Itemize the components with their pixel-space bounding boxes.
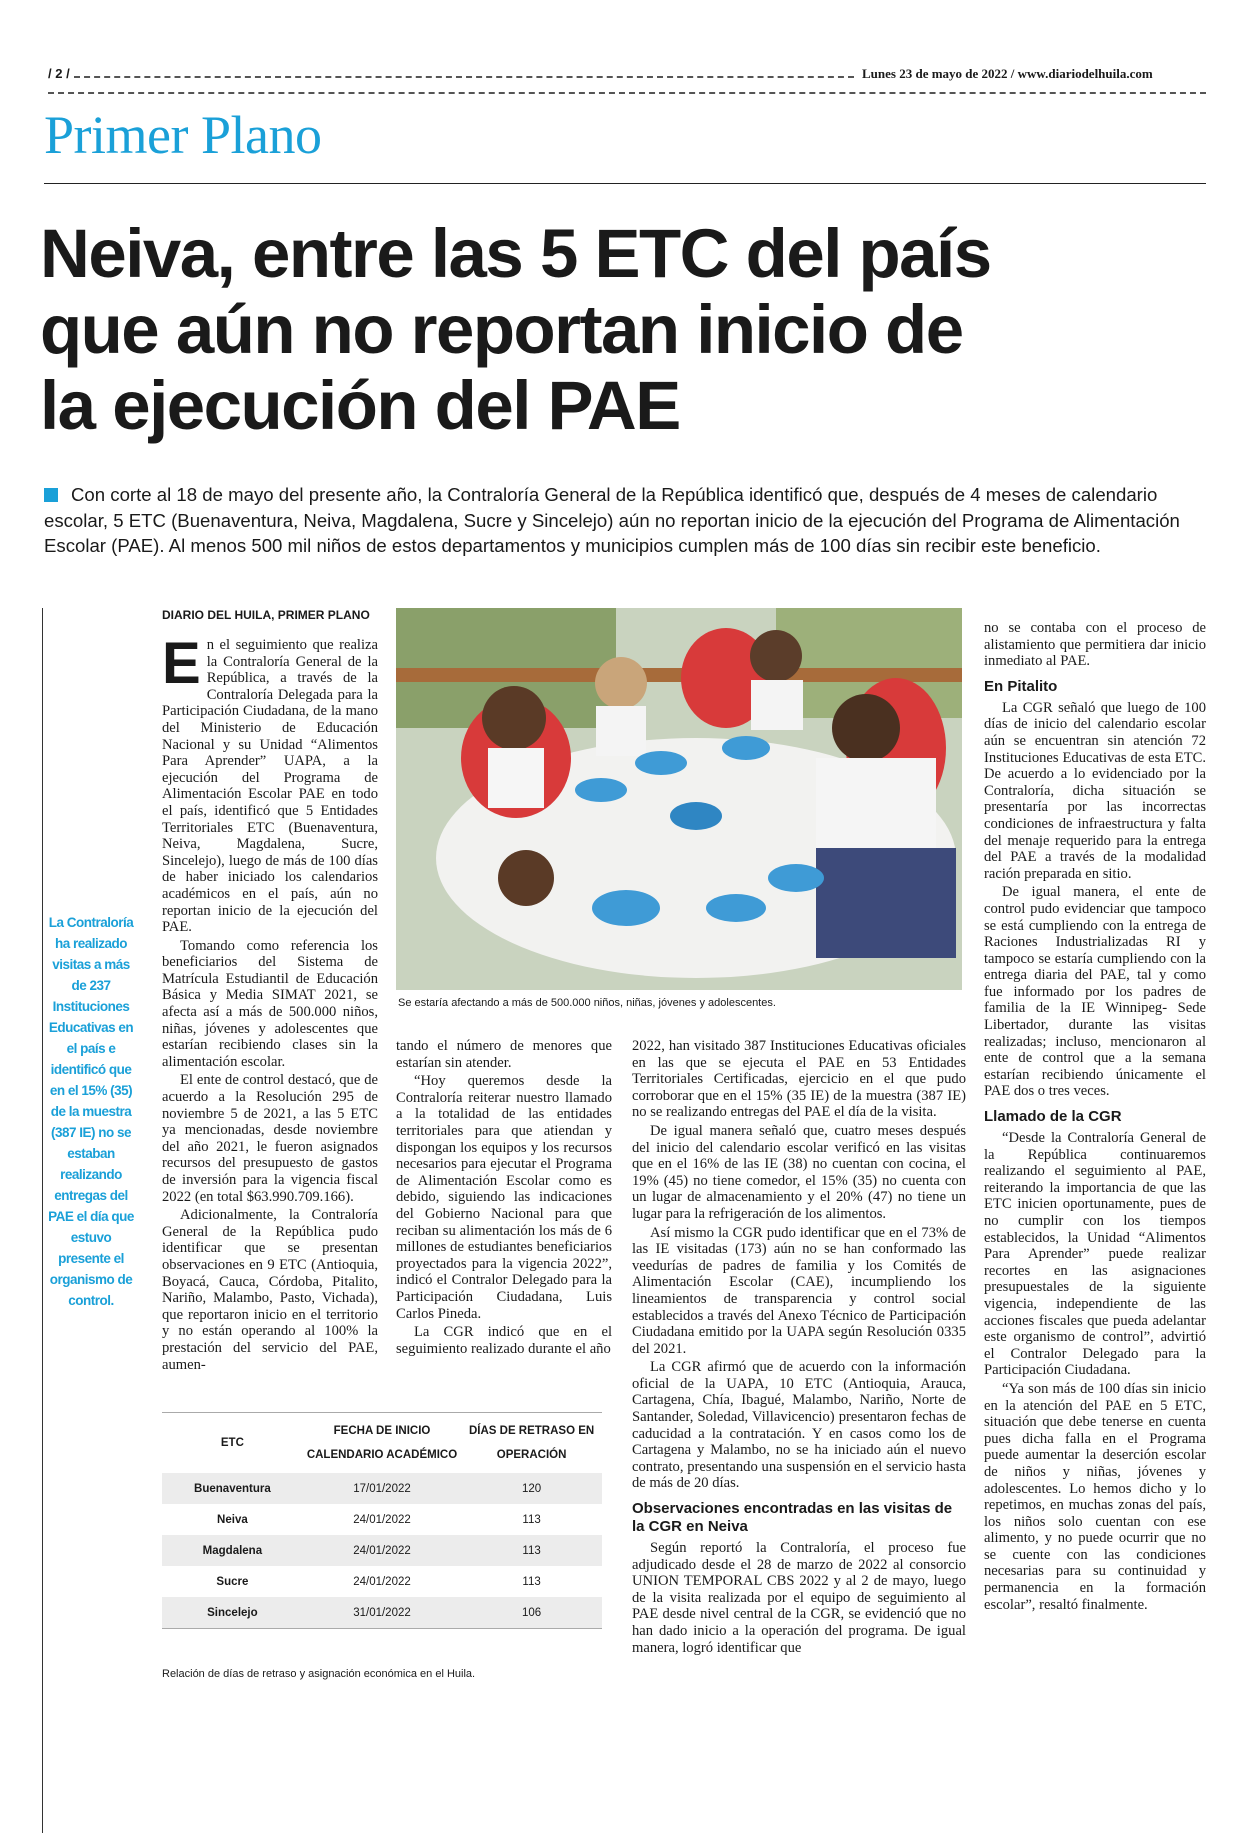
table-header-delay-days: DÍAS DE RETRASO EN OPERACIÓN (468, 1425, 595, 1461)
table-caption: Relación de días de retraso y asignación económica en el Huila. (162, 1668, 476, 1680)
subheading: Observaciones encontradas en las visitas de la CGR en Neiva (632, 1500, 953, 1536)
photo-caption: Se estaría afectando a más de 500.000 niños, niñas, jóvenes y adolescentes. (398, 997, 776, 1009)
table-row (162, 1504, 602, 1535)
lead-paragraph: Con corte al 18 de mayo del presente año, la Contraloría General de la República identificó que, después de 4 meses de calendario escolar, 5 ETC (Buenaventura, Neiva, Magdalena, Sucre y Sincelejo) aún no reportan inicio de la ejecución del Programa de Alimentación Escolar (PAE). Al menos 500 mil niños de estos departamentos y municipios cumplen más de 100 días sin recibir este beneficio. (44, 484, 1180, 556)
paragraph: La CGR indicó que en el seguimiento realizado durante el año (396, 1324, 612, 1357)
table-cell: Sincelejo (162, 1597, 303, 1628)
table-row (162, 1535, 602, 1566)
table-cell: Magdalena (162, 1535, 303, 1566)
byline: DIARIO DEL HUILA, PRIMER PLANO (162, 608, 370, 622)
table-header-start-date: FECHA DE INICIO CALENDARIO ACADÉMICO (306, 1425, 458, 1461)
table-header-etc: ETC (220, 1437, 244, 1449)
article-column-3 (632, 1038, 966, 1658)
article-column-1 (162, 608, 378, 1375)
table-cell: 120 (461, 1473, 602, 1504)
table-cell: 24/01/2022 (353, 1575, 411, 1588)
headline-line-1: Neiva, entre las 5 ETC del país (40, 215, 991, 292)
dateline: Lunes 23 de mayo de 2022 / www.diariodelhuila.com (862, 66, 1153, 81)
subheading: Llamado de la CGR (984, 1108, 1122, 1126)
article-column-4 (984, 620, 1206, 1615)
paragraph: “Hoy queremos desde la Contraloría reiterar nuestro llamado a la totalidad de las entidades territoriales para que atiendan y dispongan los equipos y los recursos necesarios para ejecutar el Programa de Alimentación Escolar como es debido, siguiendo las indicaciones del Gobierno Nacional para que reciban su alimentación los más de 6 millones de estudiantes beneficiarios proyectados para la vigencia 2022”, indicó el Contralor Delegado para la Participación Ciudadana, Luis Carlos Pineda. (396, 1073, 612, 1322)
table-row (162, 1566, 602, 1597)
table-cell: 113 (461, 1535, 602, 1566)
paragraph: El ente de control destacó, que de acuerdo a la Resolución 295 de noviembre 5 de 2021, a las 5 ETC ya mencionadas, desde noviembre del año 2021, le fueron asignados recursos del presupuesto de gastos de inversión para la vigencia fiscal 2022 (en total $63.990.709.166). (162, 1072, 378, 1205)
paragraph: De igual manera, el ente de control pudo evidenciar que tampoco se está cumpliendo con la entrega de Raciones Industrializadas RI y tampoco se estaría cumpliendo con la entrega diaria del PAE, tal y como fue informado por los padres de familia de la IE Winnipeg- Sede Libertador, durante las visitas realizadas; incluso, mencionaron al ente de control que a la semana estarían recibiendo únicamente el PAE dos o tres veces. (984, 884, 1206, 1100)
section-rule (44, 183, 1206, 184)
table-cell: Neiva (217, 1513, 248, 1526)
header-rule-2 (48, 92, 1206, 94)
paragraph: tando el número de menores que estarían sin atender. (396, 1038, 612, 1071)
paragraph: 2022, han visitado 387 Instituciones Educativas oficiales en las que se ejecuta el PAE en 53 Entidades Territoriales Certificadas, ejercicio en el que pudo corroborar que en el 15% (35 IE) de la muestra (387 IE) no se realizando entregas del PAE el día de la visita. (632, 1038, 966, 1121)
paragraph: Según reportó la Contraloría, el proceso fue adjudicado desde el 28 de marzo de 2022 al consorcio UNION TEMPORAL CBS 2022 y al 2 de mayo, luego de la visita realizada por el equipo de seguimiento al PAE desde nivel central de la CGR, se evidenció que no han dado inicio a la operación del programa. De igual manera, logró identificar que (632, 1540, 966, 1656)
header-rule (74, 76, 854, 78)
table-cell: Buenaventura (162, 1473, 303, 1504)
paragraph: La CGR afirmó que de acuerdo con la información oficial de la UAPA, 10 ETC (Antioquia, Arauca, Cartagena, Chía, Ibagué, Malambo, Nariño, Norte de Santander, Soledad, Villavicencio) presentaron fechas de caducidad a la contratación. Y en casos como los de Cartagena y Malambo, no se ha iniciado aún el nuevo contrato, presentando una suspensión en el servicio hasta de más de 20 días. (632, 1359, 966, 1492)
article-column-2 (396, 1038, 612, 1359)
table-cell: 31/01/2022 (303, 1597, 461, 1628)
photo-children-eating (396, 608, 962, 990)
paragraph: “Desde la Contraloría General de la República continuaremos realizando el seguimiento al PAE, reiterando la importancia de que las ETC inicien oportunamente, pues de no cumplir con los tiempos establecidos, la Unidad “Alimentos Para Aprender” puede realizar recortes en las asignaciones presupuestales de la siguiente vigencia, independiente de las acciones fiscales que pueda adelantar este organismo de control”, advirtió el Contralor Delegado para la Participación Ciudadana. (984, 1130, 1206, 1379)
sidebar-rule (42, 608, 43, 1833)
table-cell: 106 (461, 1597, 602, 1628)
table-cell: 24/01/2022 (353, 1513, 411, 1526)
table-cell: 113 (522, 1575, 541, 1588)
paragraph: En el seguimiento que realiza la Contraloría General de la República, a través de la Contraloría Delegada para la Participación Ciudadana, de la mano del Ministerio de Educación Nacional y su Unidad “Alimentos Para Aprender” UAPA, a la ejecución del Programa de Alimentación Escolar PAE en todo el país, identificó que 5 Entidades Territoriales ETC (Buenaventura, Neiva, Magdalena, Sucre, Sincelejo), luego de más de 100 días de haber iniciado los calendarios académicos en el país, aún no reportan inicio de la ejecución del PAE. (162, 631, 378, 936)
paragraph: “Ya son más de 100 días sin inicio en la atención del PAE en 5 ETC, situación que debe tenerse en cuenta pues dicha falla en el Programa puede aumentar la deserción escolar de niños y niñas, jóvenes y adolescentes. Lo hemos dicho y lo repetimos, en muchas zonas del país, los niños solo cuentan con ese alimento, y no puede ocurrir que no se cuente con las condiciones necesarias para su continuidad y permanencia en la formación escolar”, resaltó finalmente. (984, 1380, 1206, 1613)
photo-illustration (396, 608, 962, 990)
sidebar-quote: La Contraloría ha realizado visitas a más de 237 Instituciones Educativas en el país e identificó que en el 15% (35) de la muestra (387 IE) no se estaban realizando entregas del PAE el día que estuvo presente el organismo de control. (48, 915, 134, 1308)
table-cell: 24/01/2022 (303, 1535, 461, 1566)
paragraph: Así mismo la CGR pudo identificar que en el 73% de las IE visitadas (173) aún no se han conformado las veedurías de padres de familia y los Comités de Alimentación Escolar (CAE), incumpliendo los lineamientos de transparencia y control social establecidos a través del Anexo Técnico de Participación Ciudadana emitido por la UAPA según Resolución 0335 del 2021. (632, 1224, 966, 1357)
subheading: En Pitalito (984, 677, 1058, 695)
table-cell: 113 (522, 1513, 541, 1526)
etc-delay-table (162, 1412, 602, 1629)
page-number: / 2 / (48, 66, 70, 81)
drop-cap: E (162, 631, 201, 696)
section-title: Primer Plano (44, 105, 322, 165)
paragraph: Tomando como referencia los beneficiarios del Sistema de Matrícula Estudiantil de Educación Básica y Media SIMAT 2021, se afecta así a más de 500.000 niños, niñas, jóvenes y adolescentes que estarían recibiendo clases sin la alimentación escolar. (162, 937, 378, 1070)
paragraph: De igual manera señaló que, cuatro meses después del inicio del calendario escolar verificó en las visitas que en el 16% de las IE (38) no cuentan con cocina, el 19% (45) no tiene comedor, el 15% (35) no cuenta con un lugar de almacenamiento y el 20% (47) no tiene un lugar para la refrigeración de los alimentos. (632, 1122, 966, 1222)
table-row (162, 1597, 602, 1628)
headline-line-2: que aún no reportan inicio de (40, 291, 963, 368)
table-header-row (162, 1413, 602, 1473)
table-row (162, 1473, 602, 1504)
table-cell: Sucre (216, 1575, 249, 1588)
headline (40, 216, 1210, 444)
headline-line-3: la ejecución del PAE (40, 367, 680, 444)
paragraph: no se contaba con el proceso de alistamiento que permitiera dar inicio inmediato al PAE. (984, 620, 1206, 670)
paragraph: La CGR señaló que luego de 100 días de inicio del calendario escolar aún se encuentran sin atención 72 Instituciones Educativas de esta ETC. De acuerdo a lo evidenciado por la Contraloría, dicha situación se presentaría por las incorrectas condiciones de infraestructura y falta del menaje requerido para la entrega del PAE a través de la modalidad ración preparada en sitio. (984, 699, 1206, 882)
paragraph: Adicionalmente, la Contraloría General de la República pudo identificar que se presentan observaciones en 9 ETC (Antioquia, Boyacá, Cauca, Córdoba, Pitalito, Nariño, Malambo, Pasto, Vichada), que reportaron inicio en el territorio y no están operando al 100% la prestación del servicio del PAE, aumen- (162, 1207, 378, 1373)
table (162, 1413, 602, 1628)
table-cell: 17/01/2022 (303, 1473, 461, 1504)
